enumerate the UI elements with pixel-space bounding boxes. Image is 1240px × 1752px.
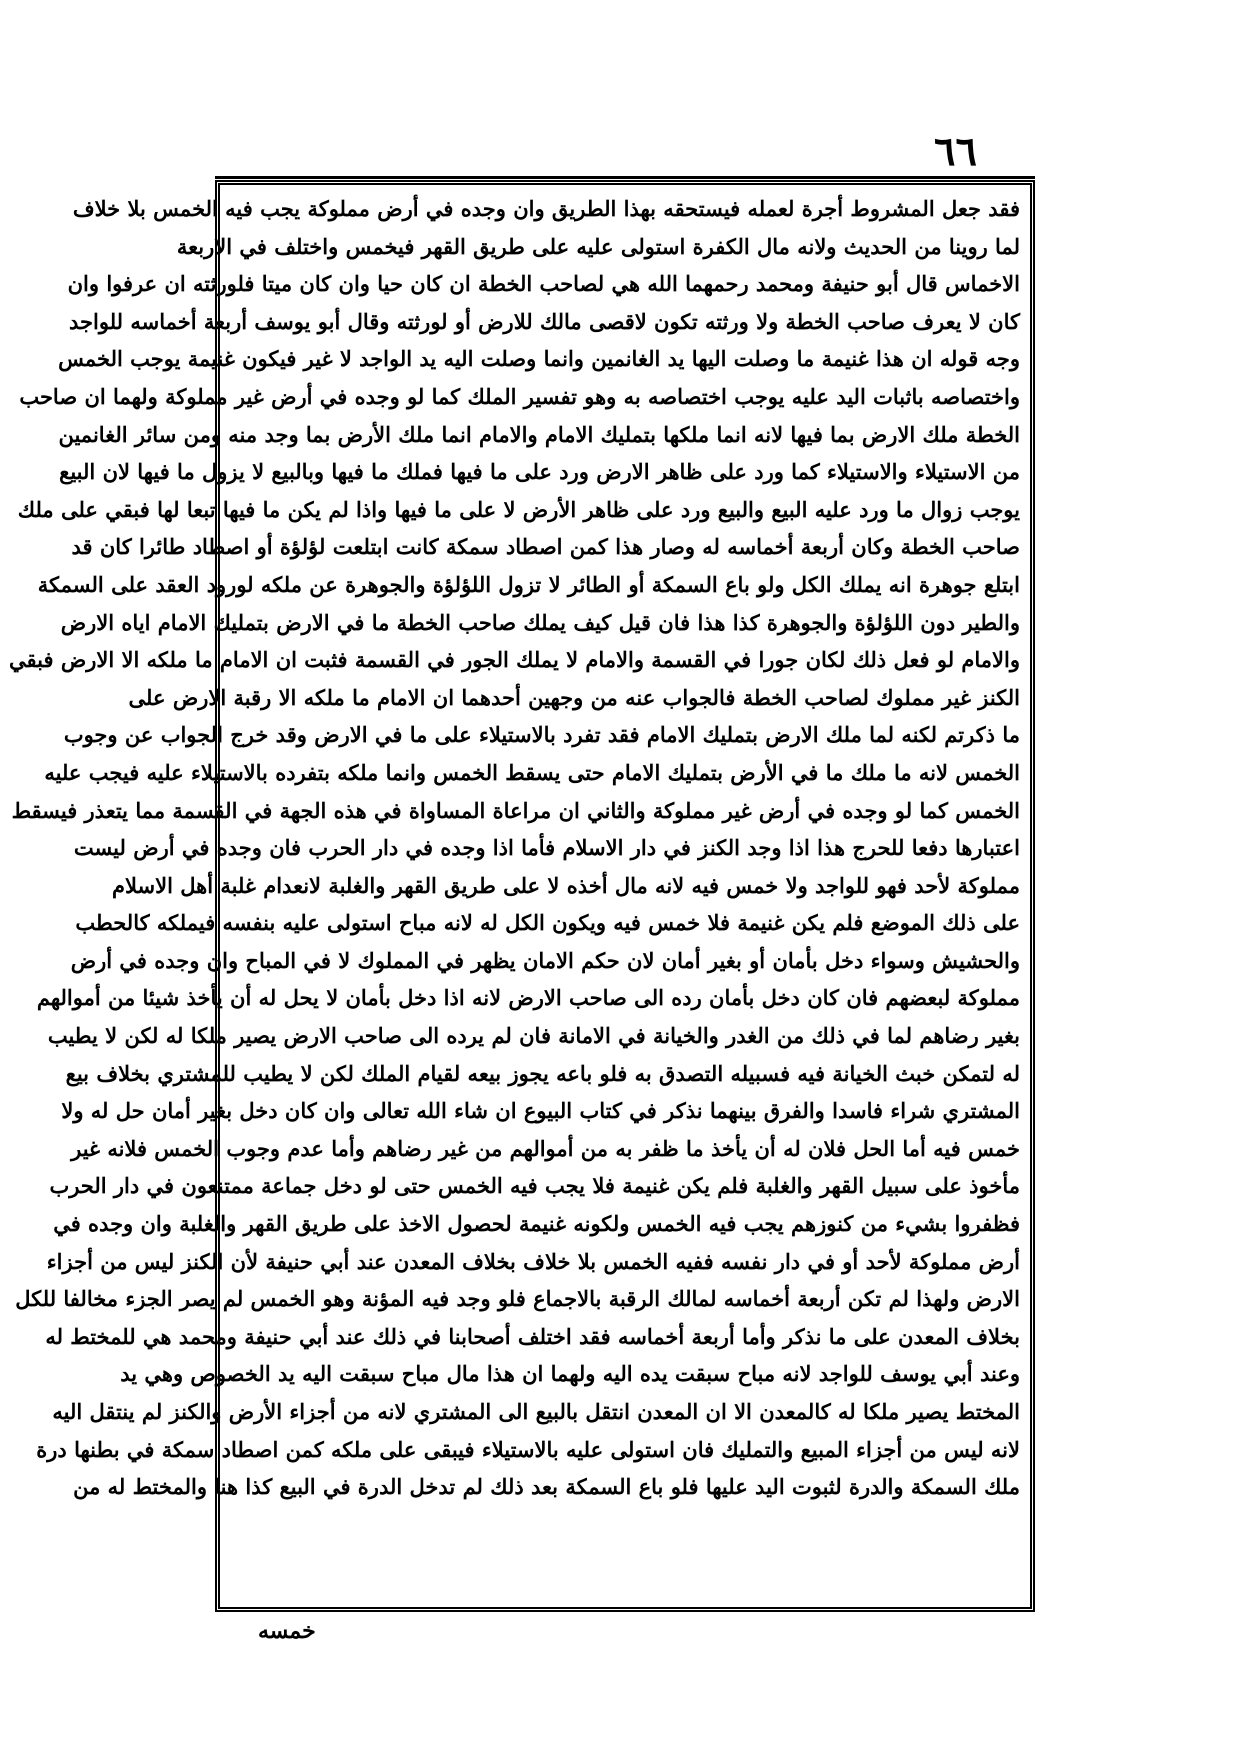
- text-line: مملوكة لبعضهم فان كان دخل بأمان رده الى صاحب الارض لانه اذا دخل بأمان لا يحل له أن يأخذ شيئا من أموالهم: [36, 985, 1020, 1011]
- text-line: الاخماس قال أبو حنيفة ومحمد رحمهما الله هي لصاحب الخطة ان كان حيا وان كان ميتا فلورثته ان عرفوا وان: [67, 271, 1020, 297]
- text-line: خمس فيه أما الحل فلان له أن يأخذ ما ظفر به من أموالهم من غير رضاهم وأما عدم وجوب الخمس فلانه غير: [71, 1135, 1020, 1161]
- text-line: يوجب زوال ما ورد عليه البيع والبيع ورد على ظاهر الأرض لا على ما فيها واذا لم يكن ما فيها تبعا لها فبقي على ملك: [17, 496, 1020, 522]
- text-line: اعتبارها دفعا للحرج هذا اذا وجد الكنز في دار الاسلام فأما اذا وجده في دار الحرب فان وجده في أرض ليست: [73, 835, 1020, 861]
- text-line: مملوكة لأحد فهو للواجد ولا خمس فيه لانه مال أخذه لا على طريق القهر والغلبة لانعدام غلبة أهل الاسلام: [112, 872, 1020, 898]
- text-line: والامام لو فعل ذلك لكان جورا في القسمة والامام لا يملك الجور في القسمة فثبت ان الامام ما ملكه الا الارض فبقي: [9, 647, 1020, 673]
- top-rule: [215, 176, 1035, 179]
- text-line: ملك السمكة والدرة لثبوت اليد عليها فلو باع السمكة بعد ذلك لم تدخل الدرة في البيع كذا هنا والمختط له من: [73, 1474, 1020, 1500]
- text-line: وعند أبي يوسف للواجد لانه مباح سبقت يده اليه ولهما ان هذا مال مباح سبقت اليه يد الخصوص وهي يد: [120, 1361, 1020, 1387]
- text-line: بخلاف المعدن على ما نذكر وأما أربعة أخماسه فقد اختلف أصحابنا في ذلك عند أبي حنيفة ومحمد هي للمختط له: [45, 1323, 1020, 1349]
- text-line: كان لا يعرف صاحب الخطة ولا ورثته تكون لاقصى مالك للارض أو لورثته وقال أبو يوسف أربعة أخماسه للواجد: [69, 308, 1020, 334]
- catchword: خمسه: [258, 1618, 316, 1644]
- text-line: لانه ليس من أجزاء المبيع والتمليك فان استولى عليه بالاستيلاء فيبقى على ملكه كمن اصطاد سمكة في بطنها درة: [36, 1436, 1020, 1462]
- text-line: بغير رضاهم لما في ذلك من الغدر والخيانة في الامانة فان لم يرده الى صاحب الارض يصير ملكا له لكن لا يطيب: [47, 1023, 1020, 1049]
- text-line: له لتمكن خبث الخيانة فيه فسبيله التصدق به فلو باعه يجوز بيعه لقيام الملك لكن لا يطيب للمشتري بخلاف بيع: [65, 1060, 1020, 1086]
- text-line: الخمس لانه ما ملك ما في الأرض بتمليك الامام حتى يسقط الخمس وانما ملكه بتفرده بالاستيلاء عليه فيجب عليه: [44, 759, 1020, 785]
- text-line: أرض مملوكة لأحد أو في دار نفسه ففيه الخمس بلا خلاف بخلاف المعدن عند أبي حنيفة لأن الكنز ليس من أجزاء: [46, 1248, 1020, 1274]
- text-line: فقد جعل المشروط أجرة لعمله فيستحقه بهذا الطريق وان وجده في أرض مملوكة يجب فيه الخمس بلا خلاف: [72, 196, 1020, 221]
- text-line: واختصاصه باثبات اليد عليه يوجب اختصاصه به وهو تفسير الملك كما لو وجده في أرض غير مملوكة ولهما ان صاحب: [19, 383, 1020, 409]
- text-line: مأخوذ على سبيل القهر والغلبة فلم يكن غنيمة فلا يجب فيه الخمس حتى لو دخل جماعة ممتنعون في دار الحرب: [49, 1173, 1020, 1199]
- text-line: فظفروا بشيء من كنوزهم يجب فيه الخمس ولكونه غنيمة لحصول الاخذ على طريق القهر والغلبة وان وجده في: [53, 1211, 1020, 1237]
- text-line: الخمس كما لو وجده في أرض غير مملوكة والثاني ان مراعاة المساواة في هذه الجهة في القسمة مما يتعذر فيسقط: [11, 797, 1020, 823]
- text-line: ما ذكرتم لكنه لما ملك الارض بتمليك الامام فقد تفرد بالاستيلاء على ما في الارض وقد خرج الجواب عن وجوب: [63, 722, 1020, 748]
- text-line: صاحب الخطة وكان أربعة أخماسه له وصار هذا كمن اصطاد سمكة كانت ابتلعت لؤلؤة أو اصطاد طائرا كان قد: [71, 534, 1020, 560]
- text-line: على ذلك الموضع فلم يكن غنيمة فلا خمس فيه ويكون الكل له لانه مباح استولى عليه بنفسه فيملكه كالحطب: [75, 910, 1020, 936]
- text-line: ابتلع جوهرة انه يملك الكل ولو باع السمكة أو الطائر لا تزول اللؤلؤة والجوهرة عن ملكه لورود العقد على السمكة: [37, 571, 1020, 597]
- text-line: الارض ولهذا لم تكن أربعة أخماسه لمالك الرقبة بالاجماع فلو وجد فيه المؤنة وهو الخمس لم يصر الجزء مخالفا للكل: [15, 1286, 1020, 1312]
- text-block: [9, 190, 1020, 1600]
- text-line: والطير دون اللؤلؤة والجوهرة كذا هذا فان قيل كيف يملك صاحب الخطة ما في الارض بتمليك الامام اياه الارض: [60, 609, 1020, 635]
- text-line: الكنز غير مملوك لصاحب الخطة فالجواب عنه من وجهين أحدهما ان الامام ما ملكه الا رقبة الارض على: [128, 684, 1020, 710]
- text-line: من الاستيلاء والاستيلاء كما ورد على ظاهر الارض ورد على ما فيها فملك ما فيها وبالبيع لا يزول ما فيها لان البيع: [59, 459, 1020, 485]
- text-line: المختط يصير ملكا له كالمعدن الا ان المعدن انتقل بالبيع الى المشتري لانه من أجزاء الأرض والكنز لم ينتقل اليه: [52, 1399, 1020, 1424]
- text-line: لما روينا من الحديث ولانه مال الكفرة استولى عليه على طريق القهر فيخمس واختلف في الاربعة: [176, 233, 1020, 259]
- text-line: وجه قوله ان هذا غنيمة ما وصلت اليها يد الغانمين وانما وصلت اليه يد الواجد لا غير فيكون غنيمة يوجب الخمس: [58, 346, 1020, 372]
- page-number: ٦٦: [934, 128, 977, 175]
- text-line: والحشيش وسواء دخل بأمان أو بغير أمان لان حكم الامان يظهر في المملوك لا في المباح وان وجده في أرض: [70, 947, 1020, 973]
- text-line: المشتري شراء فاسدا والفرق بينهما نذكر في كتاب البيوع ان شاء الله تعالى وان كان دخل بغير أمان حل له ولا: [61, 1098, 1020, 1124]
- text-line: الخطة ملك الارض بما فيها لانه انما ملكها بتمليك الامام والامام انما ملك الأرض بما وجد منه ومن سائر الغانمين: [58, 421, 1020, 447]
